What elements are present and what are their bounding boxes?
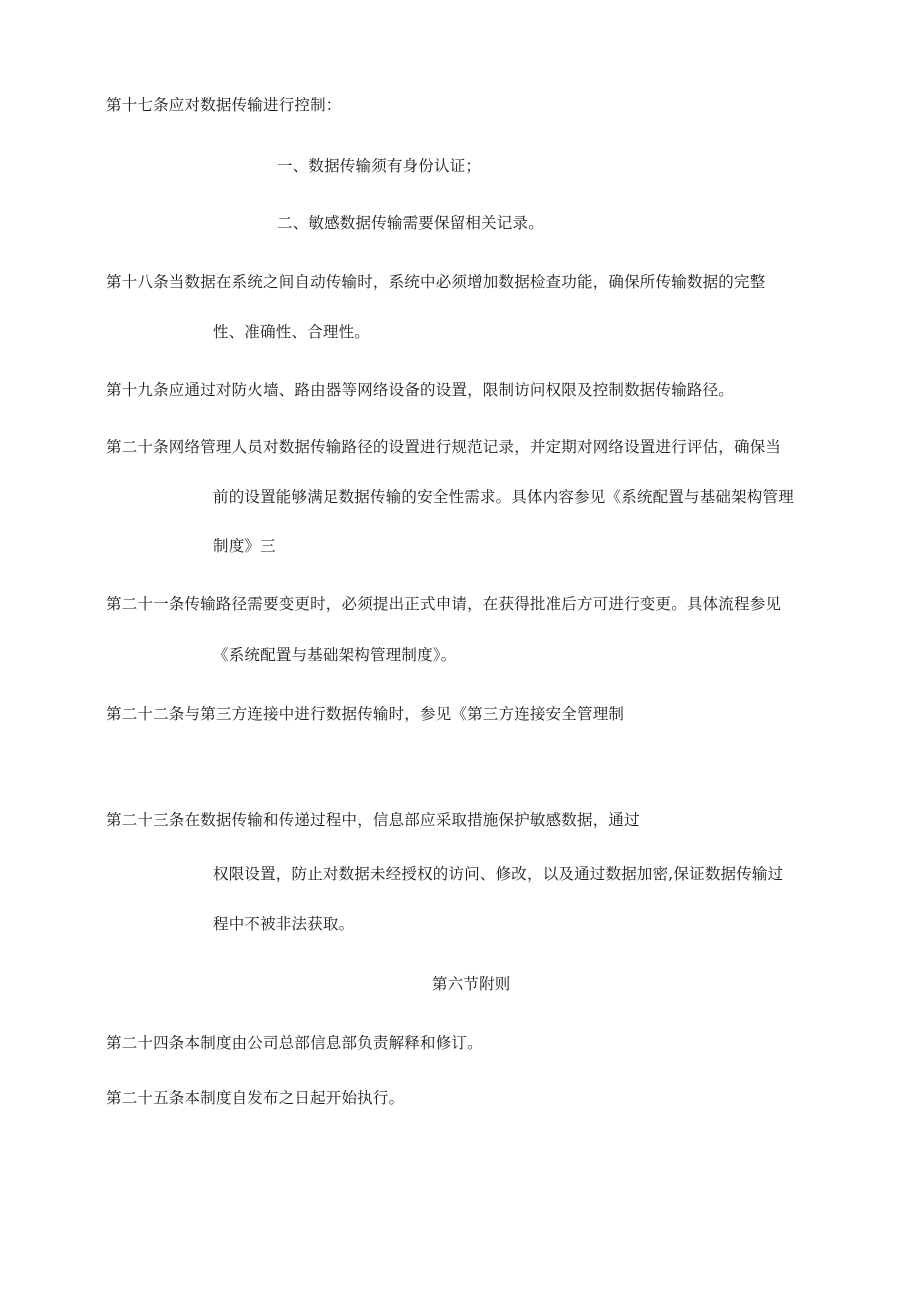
article-23-line-2: 权限设置，防止对数据未经授权的访问、修改，以及通过数据加密,保证数据传输过: [213, 865, 784, 883]
article-17-heading: 第十七条应对数据传输进行控制：: [106, 96, 342, 114]
section-6-title: 第六节附则: [432, 975, 511, 993]
article-25-line-1: 第二十五条本制度自发布之日起开始执行。: [106, 1089, 405, 1107]
article-17-item-2: 二、敏感数据传输需要保留相关记录。: [277, 214, 544, 232]
article-22-line-1: 第二十二条与第三方连接中进行数据传输时，参见《第三方连接安全管理制: [106, 705, 625, 723]
article-20-line-2: 前的设置能够满足数据传输的安全性需求。具体内容参见《系统配置与基础架构管理: [213, 488, 794, 506]
article-23-line-1: 第二十三条在数据传输和传递过程中，信息部应采取措施保护敏感数据，通过: [106, 811, 640, 829]
article-23-line-3: 程中不被非法获取。: [213, 915, 355, 933]
article-19-line-1: 第十九条应通过对防火墙、路由器等网络设备的设置，限制访问权限及控制数据传输路径。: [106, 381, 735, 399]
article-20-line-3: 制度》三: [213, 537, 276, 555]
article-18-line-2: 性、准确性、合理性。: [213, 323, 371, 341]
article-21-line-2: 《系统配置与基础架构管理制度》。: [213, 646, 457, 664]
article-20-line-1: 第二十条网络管理人员对数据传输路径的设置进行规范记录，并定期对网络设置进行评估，确保当: [106, 438, 782, 456]
article-18-line-1: 第十八条当数据在系统之间自动传输时，系统中必须增加数据检查功能，确保所传输数据的完整: [106, 273, 766, 291]
article-17-item-1: 一、数据传输须有身份认证；: [277, 157, 482, 175]
article-21-line-1: 第二十一条传输路径需要变更时，必须提出正式申请，在获得批准后方可进行变更。具体流程参见: [106, 595, 782, 613]
article-24-line-1: 第二十四条本制度由公司总部信息部负责解释和修订。: [106, 1034, 483, 1052]
